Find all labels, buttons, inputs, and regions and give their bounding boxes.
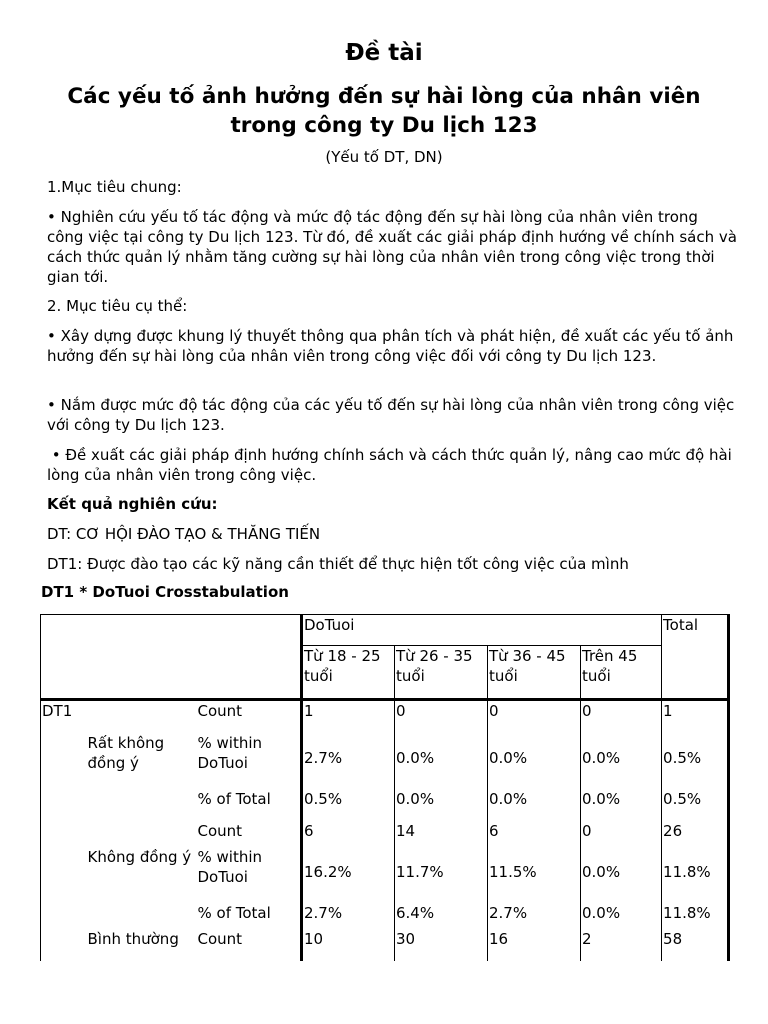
stat-label: % of Total — [197, 904, 271, 922]
table-cell: 0.0% — [395, 733, 488, 783]
table-cell: 6 — [488, 815, 581, 847]
table-cell: 0.5% — [302, 783, 395, 815]
table-cell: 2.7% — [488, 897, 581, 929]
stat-label: Count — [197, 702, 243, 720]
table-cell: 58 — [662, 929, 729, 961]
table-cell: 0.0% — [488, 783, 581, 815]
table-cell: 6 — [302, 815, 395, 847]
table-cell: 6.4% — [395, 897, 488, 929]
table-cell: 0.0% — [581, 847, 662, 897]
table-cell: 0 — [581, 700, 662, 734]
table-row — [41, 783, 729, 815]
table-cell: 16.2% — [302, 847, 395, 897]
table-cell: 2.7% — [302, 897, 395, 929]
research-topic: Các yếu tố ảnh hưởng đến sự hài lòng của nhân viên trong công ty Du lịch 123 — [67, 84, 701, 138]
table-cell: 0.5% — [662, 783, 729, 815]
table-cell: 26 — [662, 815, 729, 847]
category-label: Bình thường — [87, 930, 179, 948]
stat-label: Count — [197, 822, 243, 840]
column-header: Từ 26 - 35 tuổi — [395, 646, 488, 700]
table-cell: 2 — [581, 929, 662, 961]
stat-label: % within DoTuoi — [197, 848, 263, 886]
table-cell: 14 — [395, 815, 488, 847]
table-cell: 0.0% — [581, 897, 662, 929]
table-cell: 0 — [488, 700, 581, 734]
header-corner — [41, 615, 302, 700]
table-cell: 0.0% — [581, 733, 662, 783]
category-label: Rất không đồng ý — [87, 734, 165, 772]
table-cell: 16 — [488, 929, 581, 961]
stat-label: Count — [197, 930, 243, 948]
table-cell: 0.0% — [395, 783, 488, 815]
factor-subtitle: (Yếu tố DT, DN) — [325, 148, 443, 166]
table-cell: 1 — [302, 700, 395, 734]
table-cell: 11.7% — [395, 847, 488, 897]
table-cell: 0.0% — [488, 733, 581, 783]
stat-label: % within DoTuoi — [197, 734, 263, 772]
column-header: Từ 36 - 45 tuổi — [488, 646, 581, 700]
specific-objective-1: • Xây dựng được khung lý thuyết thông qua phân tích và phát hiện, đề xuất các yếu tố ảnh hưởng đến sự hài lòng của nhân viên trong công việc đối với công ty Du lịch 123. — [47, 327, 734, 365]
table-cell: 10 — [302, 929, 395, 961]
specific-objective-3: • Đề xuất các giải pháp định hướng chính sách và cách thức quản lý, nâng cao mức độ hài lòng của nhân viên trong công việc. — [47, 446, 737, 484]
table-cell: 11.8% — [662, 897, 729, 929]
factor-label: DT: CƠ HỘI ĐÀO TẠO & THĂNG TIẾN — [47, 525, 321, 543]
results-heading: Kết quả nghiên cứu: — [47, 495, 218, 513]
table-cell: 11.8% — [662, 847, 729, 897]
category-label: Không đồng ý — [87, 848, 192, 866]
table-cell: 0.5% — [662, 733, 729, 783]
item-label: DT1: Được đào tạo các kỹ năng cần thiết để thực hiện tốt công việc của mình — [47, 555, 629, 573]
table-row — [41, 815, 729, 847]
column-header: Từ 18 - 25 tuổi — [302, 646, 395, 700]
table-row — [41, 897, 729, 929]
crosstab-table — [40, 614, 730, 961]
stat-label: % of Total — [197, 790, 271, 808]
header-row-group — [41, 615, 729, 646]
specific-objectives-heading: 2. Mục tiêu cụ thể: — [47, 297, 188, 315]
table-row — [41, 733, 729, 783]
column-header: Trên 45 tuổi — [581, 646, 662, 700]
total-header: Total — [662, 615, 729, 700]
table-cell: 30 — [395, 929, 488, 961]
general-objective-heading: 1.Mục tiêu chung: — [47, 178, 182, 196]
table-cell: 2.7% — [302, 733, 395, 783]
table-cell: 0 — [581, 815, 662, 847]
specific-objective-2: • Nắm được mức độ tác động của các yếu tố đến sự hài lòng của nhân viên trong công việc với công ty Du lịch 123. — [47, 396, 735, 434]
document-title: Đề tài — [345, 40, 423, 66]
table-row — [41, 700, 729, 734]
row-variable: DT1 — [41, 700, 197, 734]
table-cell: 0 — [395, 700, 488, 734]
table-title: DT1 * DoTuoi Crosstabulation — [41, 583, 289, 601]
group-header: DoTuoi — [302, 615, 662, 646]
table-row — [41, 929, 729, 961]
table-cell: 0.0% — [581, 783, 662, 815]
table-row — [41, 847, 729, 897]
table-cell: 11.5% — [488, 847, 581, 897]
table-cell: 1 — [662, 700, 729, 734]
general-objective-text: • Nghiên cứu yếu tố tác động và mức độ tác động đến sự hài lòng của nhân viên trong công việc tại công ty Du lịch 123. Từ đó, đề xuất các giải pháp định hướng về chính sách và cách thức quản lý nhằm tăng cường sự hài lòng của nhân viên trong công việc trong thời gian tới. — [47, 208, 737, 286]
